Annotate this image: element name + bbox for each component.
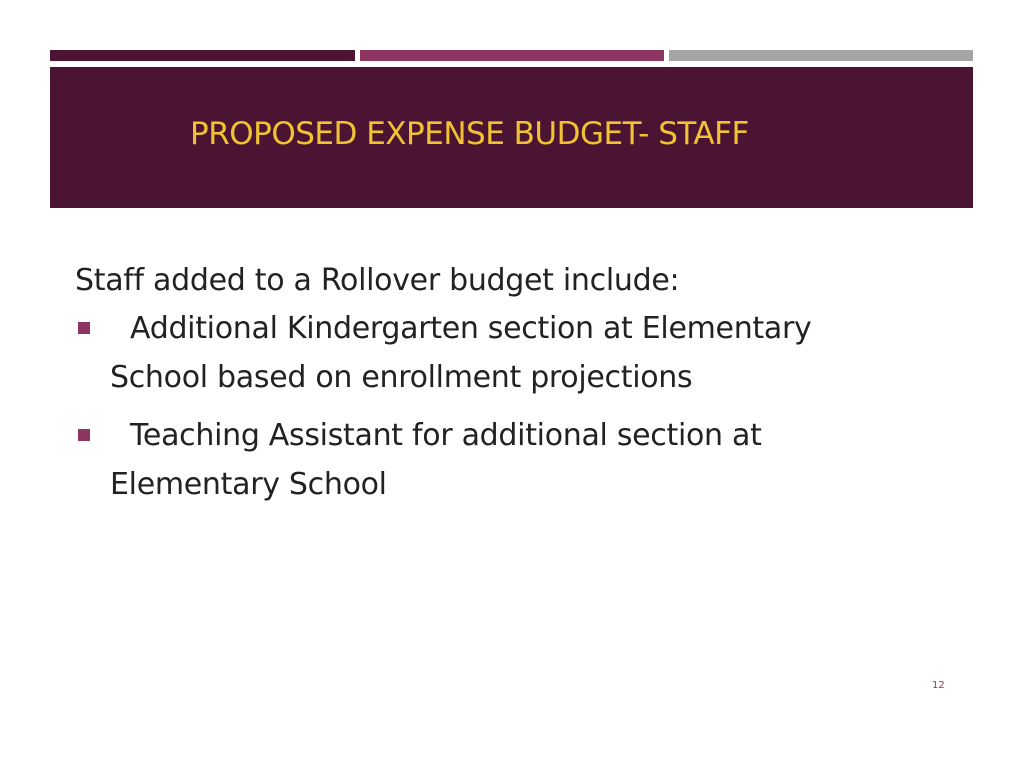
bullet-item <box>75 411 955 509</box>
accent-bar-dark <box>50 50 355 61</box>
bullet-list <box>75 304 955 509</box>
slide-title: PROPOSED EXPENSE BUDGET- STAFF <box>190 115 749 152</box>
title-band <box>50 67 973 208</box>
bullet-item <box>75 304 955 402</box>
bullet-line-1: Additional Kindergarten section at Elementary <box>130 311 812 346</box>
slide-content <box>75 258 955 518</box>
accent-bar-light <box>669 50 973 61</box>
bullet-line-2: School based on enrollment projections <box>110 360 693 395</box>
page-number: 12 <box>932 680 945 691</box>
accent-bar-mid <box>360 50 664 61</box>
bullet-line-1: Teaching Assistant for additional section at <box>130 418 762 453</box>
square-bullet-icon <box>78 429 90 441</box>
square-bullet-icon <box>78 322 90 334</box>
intro-text: Staff added to a Rollover budget include: <box>75 263 680 298</box>
bullet-line-2: Elementary School <box>110 467 387 502</box>
